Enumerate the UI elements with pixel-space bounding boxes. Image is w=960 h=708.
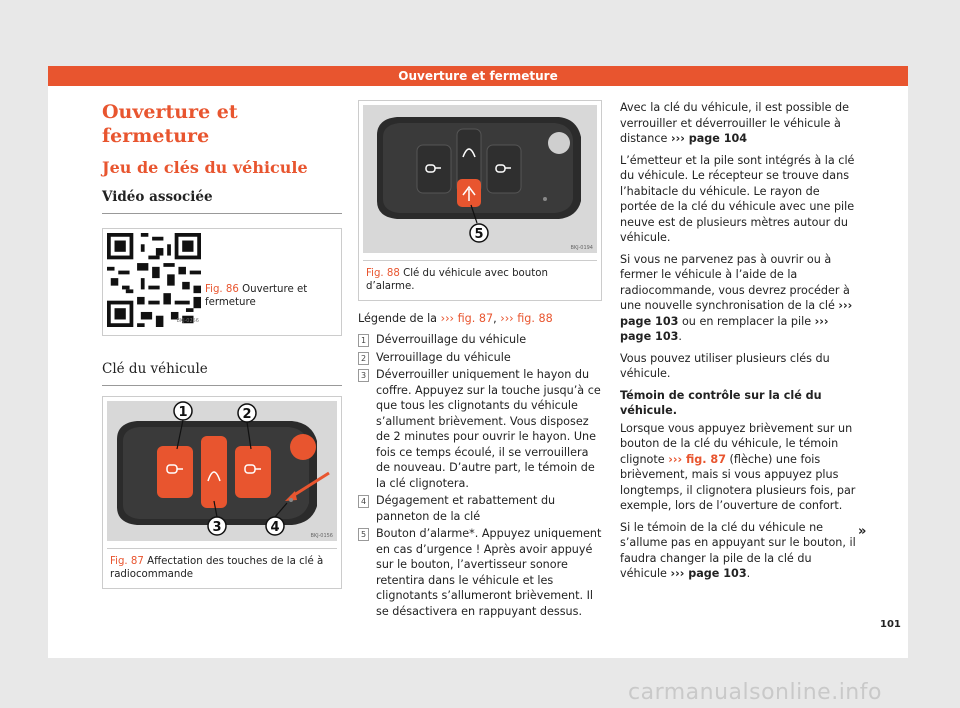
callout-1: 1	[178, 405, 188, 420]
legend-item	[358, 332, 602, 348]
paragraph-text: Si le témoin de la clé du véhicule ne s’allume pas en appuyant sur le bouton, il faudra changer la pile de la clé du véhicule	[620, 520, 856, 580]
page-link-103[interactable]: ››› page 103	[620, 299, 853, 328]
legend-text: Verrouillage du véhicule	[376, 350, 511, 364]
fig87-image-code: BKJ-0156	[310, 533, 333, 539]
legend-sep: ,	[493, 311, 501, 325]
continuation-mark: »	[858, 524, 867, 539]
legend-text: Déverrouiller uniquement le hayon du coffre. Appuyez sur la touche jusqu’à ce que tous les clignotants du véhicule s’allument brièvement. Vous disposez de 2 minutes pour ouvrir le hayon. Une fois ce temps écoulé, il se verrouillera de nouveau. D’autre part, le témoin de la clé clignotera.	[376, 368, 601, 490]
paragraph-text: .	[746, 567, 751, 580]
chapter-title: Ouverture et fermeture	[102, 101, 238, 147]
page-link-103[interactable]: ››› page 103	[670, 567, 747, 580]
legend-text: Déverrouillage du véhicule	[376, 333, 527, 346]
remote-key-image	[107, 401, 337, 541]
column-3	[620, 100, 856, 588]
qr-code-label: BKJ-0256	[176, 317, 199, 324]
column-1	[102, 100, 342, 589]
header-bar: Ouverture et fermeture	[48, 66, 908, 86]
paragraph-text: (flèche) une fois brièvement, mais si vous appuyez plus longtemps, il clignotera plusieurs fois, par exemple, lors de l’ouverture de confort.	[620, 452, 856, 512]
legend-item	[358, 367, 602, 491]
key-heading	[102, 360, 342, 386]
warning-light-heading: Témoin de contrôle sur la clé du véhicule.	[620, 388, 822, 417]
paragraph-transmitter: L’émetteur et la pile sont intégrés à la clé du véhicule. Le récepteur se trouve dans l’habitacle du véhicule. Le rayon de portée de la clé du véhicule avec une pile neuve est de plusieurs mètres autour du véhicule.	[620, 153, 855, 244]
legend-number: 1	[358, 334, 369, 347]
alarm-key-image	[363, 105, 597, 253]
fig87-link[interactable]: ››› fig. 87	[668, 452, 726, 466]
paragraph-multiple-keys: Vous pouvez utiliser plusieurs clés du véhicule.	[620, 351, 830, 380]
column-2	[358, 100, 602, 621]
legend-number: 2	[358, 352, 369, 365]
fig87-text: Affectation des touches de la clé à radiocommande	[110, 555, 324, 580]
legend-intro	[358, 311, 602, 327]
callout-3: 3	[212, 520, 222, 535]
legend-item	[358, 526, 602, 619]
paragraph-text: ou en remplacer la pile	[678, 314, 815, 328]
legend-number: 5	[358, 528, 369, 541]
page-link-104[interactable]: ››› page 104	[670, 132, 748, 145]
fig87	[102, 396, 342, 589]
fig88-text: Clé du véhicule avec bouton d’alarme.	[366, 267, 548, 292]
paragraph-text: Si vous ne parvenez pas à ouvrir ou à fermer le véhicule à l’aide de la radiocommande, vous devrez procéder à une nouvelle synchronisation de la clé	[620, 252, 850, 312]
unlock-button-shape	[157, 446, 193, 498]
video-heading: Vidéo associée	[102, 188, 342, 214]
video-qr-figure	[102, 228, 342, 336]
fig87-caption	[107, 548, 337, 584]
callout-2: 2	[242, 407, 252, 422]
fig86-caption	[205, 229, 341, 335]
legend-number: 3	[358, 369, 369, 382]
legend-intro-text: Légende de la	[358, 311, 441, 325]
page-number: 101	[880, 619, 901, 630]
paragraph-sync	[620, 252, 856, 345]
paragraph-battery	[620, 520, 856, 582]
lock-button-shape	[235, 446, 271, 498]
section-title: Jeu de clés du véhicule	[102, 158, 308, 177]
legend-item	[358, 493, 602, 524]
callout-4: 4	[270, 520, 280, 535]
paragraph-text: .	[678, 330, 682, 343]
paragraph-text: Avec la clé du véhicule, il est possible de verrouiller et déverrouiller le véhicule à distance	[620, 101, 849, 145]
fig88-image-code: BKJ-0194	[570, 245, 593, 251]
watermark: carmanualsonline.info	[628, 680, 882, 705]
fig87-number: Fig. 87	[110, 555, 144, 567]
legend-text: Bouton d’alarme*. Appuyez uniquement en cas d’urgence ! Après avoir appuyé sur le bouton, l’avertisseur sonore retentira dans le véhicule et les clignotants s’allumeront brièvement. Il se désactivera en rappuyant dessus.	[376, 527, 602, 618]
fig86-number: Fig. 86	[205, 284, 239, 295]
paragraph-text: Lorsque vous appuyez brièvement sur un bouton de la clé du véhicule, le témoin clignote	[620, 421, 853, 466]
legend-text: Dégagement et rabattement du panneton de la clé	[376, 494, 556, 523]
fig88-caption	[363, 260, 597, 296]
legend-number: 4	[358, 495, 369, 508]
legend-ref-fig88[interactable]: ››› fig. 88	[500, 311, 553, 325]
fig86-text: Ouverture et fermeture	[205, 284, 308, 308]
legend-item	[358, 350, 602, 366]
fig88	[358, 100, 602, 301]
legend-ref-fig87[interactable]: ››› fig. 87	[440, 311, 494, 325]
legend-list	[358, 332, 602, 619]
paragraph-remote	[620, 100, 856, 147]
callout-5: 5	[474, 227, 484, 242]
key-heading-text: Clé du véhicule	[102, 361, 208, 377]
page-link-103[interactable]: ››› page 103	[620, 314, 829, 343]
qr-code[interactable]	[107, 233, 201, 327]
fig88-number: Fig. 88	[366, 267, 400, 279]
paragraph-warning-light	[620, 421, 856, 514]
